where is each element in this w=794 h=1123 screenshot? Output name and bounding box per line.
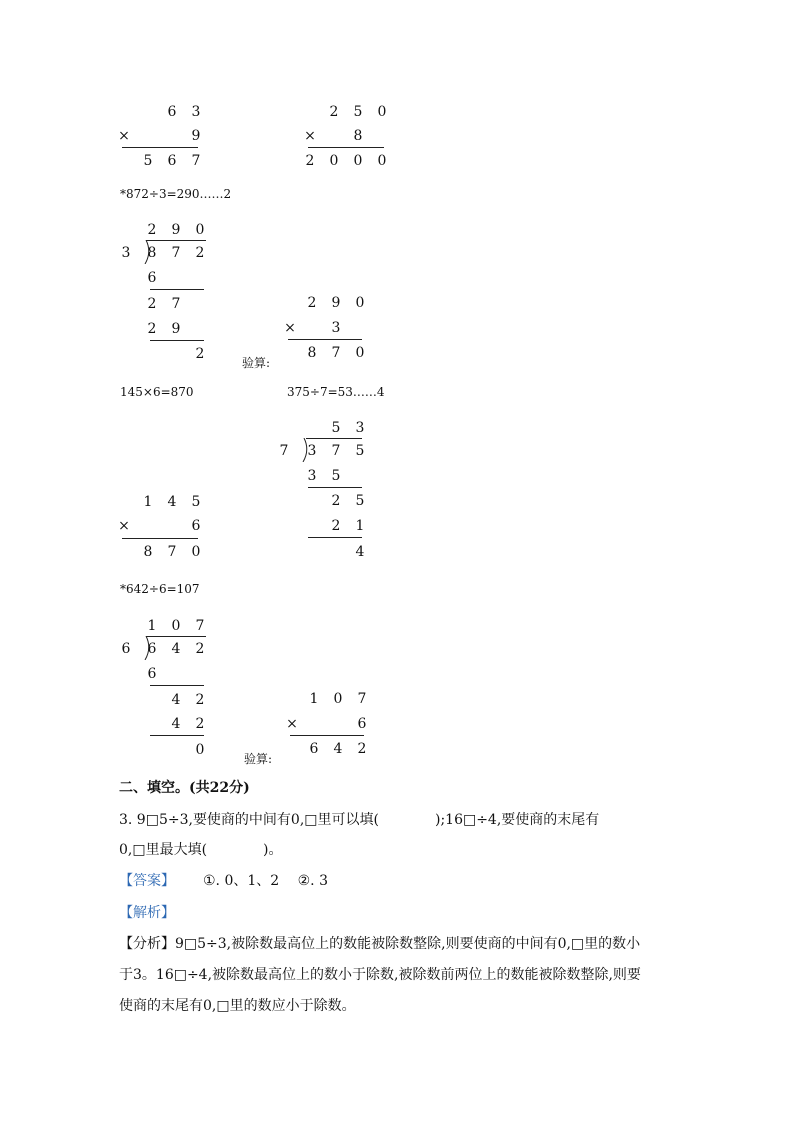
- digit: 6: [191, 518, 201, 534]
- question-3-line-2: 0,□里最大填( )。: [119, 842, 283, 858]
- digit: 0: [355, 295, 365, 311]
- digit: 3: [191, 104, 201, 120]
- digit: 5: [355, 493, 365, 509]
- digit: 7: [279, 443, 289, 459]
- digit: 2: [307, 295, 317, 311]
- division-bar: [146, 636, 206, 637]
- digit: 0: [329, 153, 339, 169]
- digit: 2: [195, 641, 205, 657]
- digit: 2: [195, 692, 205, 708]
- digit: 0: [195, 222, 205, 238]
- digit: 4: [333, 741, 343, 757]
- digit: 7: [171, 296, 181, 312]
- digit: 8: [307, 345, 317, 361]
- equation-145x6: 145×6=870: [120, 385, 194, 399]
- digit: 6: [147, 666, 157, 682]
- operator: ×: [286, 716, 298, 732]
- digit: 4: [171, 716, 181, 732]
- digit: 7: [167, 544, 177, 560]
- equation-872-div-3: *872÷3=290……2: [120, 187, 232, 201]
- digit: 6: [147, 270, 157, 286]
- underline: [288, 339, 362, 340]
- division-bar: [306, 438, 362, 439]
- digit: 0: [377, 104, 387, 120]
- digit: 9: [171, 321, 181, 337]
- digit: 6: [167, 153, 177, 169]
- underline: [150, 340, 204, 341]
- digit: 1: [309, 691, 319, 707]
- digit: 5: [355, 443, 365, 459]
- digit: 1: [147, 618, 157, 634]
- digit: 9: [171, 222, 181, 238]
- analysis-line-2: 于3。16□÷4,被除数最高位上的数小于除数,被除数前两位上的数能被除数整除,则要: [119, 967, 641, 983]
- underline: [308, 487, 362, 488]
- digit: 6: [121, 641, 131, 657]
- equation-375-div-7: 375÷7=53……4: [287, 385, 385, 399]
- digit: 7: [331, 443, 341, 459]
- underline: [122, 538, 198, 539]
- underline: [308, 147, 384, 148]
- digit: 4: [167, 494, 177, 510]
- digit: 8: [143, 544, 153, 560]
- underline: [308, 537, 362, 538]
- underline: [150, 735, 204, 736]
- question-3-line-1: 3. 9□5÷3,要使商的中间有0,□里可以填( );16□÷4,要使商的末尾有: [119, 812, 600, 828]
- digit: 6: [357, 716, 367, 732]
- digit: 5: [353, 104, 363, 120]
- equation-642-div-6: *642÷6=107: [120, 582, 200, 596]
- digit: 7: [331, 345, 341, 361]
- digit: 0: [191, 544, 201, 560]
- digit: 7: [191, 153, 201, 169]
- digit: 6: [167, 104, 177, 120]
- answer-tag: 【答案】: [119, 873, 175, 889]
- operator: ×: [118, 518, 130, 534]
- digit: 6: [309, 741, 319, 757]
- digit: 9: [191, 128, 201, 144]
- digit: 4: [171, 641, 181, 657]
- digit: 7: [195, 618, 205, 634]
- digit: 4: [355, 544, 365, 560]
- digit: 2: [305, 153, 315, 169]
- underline: [150, 289, 204, 290]
- digit: 1: [355, 518, 365, 534]
- digit: 7: [171, 245, 181, 261]
- digit: 2: [147, 321, 157, 337]
- digit: 3: [307, 443, 317, 459]
- digit: 9: [331, 295, 341, 311]
- analysis-line-1: 【分析】9□5÷3,被除数最高位上的数能被除数整除,则要使商的中间有0,□里的数小: [119, 936, 641, 952]
- underline: [122, 147, 198, 148]
- digit: 1: [143, 494, 153, 510]
- answer-content: ①. 0、1、2 ②. 3: [203, 873, 328, 889]
- division-bar: [146, 240, 206, 241]
- digit: 4: [171, 692, 181, 708]
- digit: 2: [195, 716, 205, 732]
- check-label: 验算:: [244, 752, 273, 766]
- analysis-line-3: 使商的末尾有0,□里的数应小于除数。: [119, 998, 356, 1014]
- digit: 3: [307, 468, 317, 484]
- operator: ×: [284, 320, 296, 336]
- digit: 3: [121, 245, 131, 261]
- digit: 8: [353, 128, 363, 144]
- digit: 2: [331, 493, 341, 509]
- section-heading: 二、填空。(共22分): [119, 780, 250, 796]
- digit: 5: [331, 420, 341, 436]
- digit: 2: [329, 104, 339, 120]
- digit: 7: [357, 691, 367, 707]
- digit: 5: [143, 153, 153, 169]
- analysis-tag: 【解析】: [119, 905, 175, 921]
- digit: 5: [191, 494, 201, 510]
- underline: [150, 685, 204, 686]
- check-label: 验算:: [242, 356, 271, 370]
- digit: 0: [171, 618, 181, 634]
- digit: 2: [147, 296, 157, 312]
- digit: 2: [147, 222, 157, 238]
- digit: 2: [357, 741, 367, 757]
- digit: 3: [355, 420, 365, 436]
- operator: ×: [118, 128, 130, 144]
- digit: 0: [353, 153, 363, 169]
- digit: 3: [331, 320, 341, 336]
- digit: 0: [377, 153, 387, 169]
- digit: 0: [195, 742, 205, 758]
- underline: [290, 735, 364, 736]
- digit: 0: [355, 345, 365, 361]
- digit: 5: [331, 468, 341, 484]
- digit: 8: [147, 245, 157, 261]
- digit: 0: [333, 691, 343, 707]
- digit: 2: [195, 245, 205, 261]
- digit: 2: [195, 346, 205, 362]
- digit: 2: [331, 518, 341, 534]
- digit: 6: [147, 641, 157, 657]
- operator: ×: [304, 128, 316, 144]
